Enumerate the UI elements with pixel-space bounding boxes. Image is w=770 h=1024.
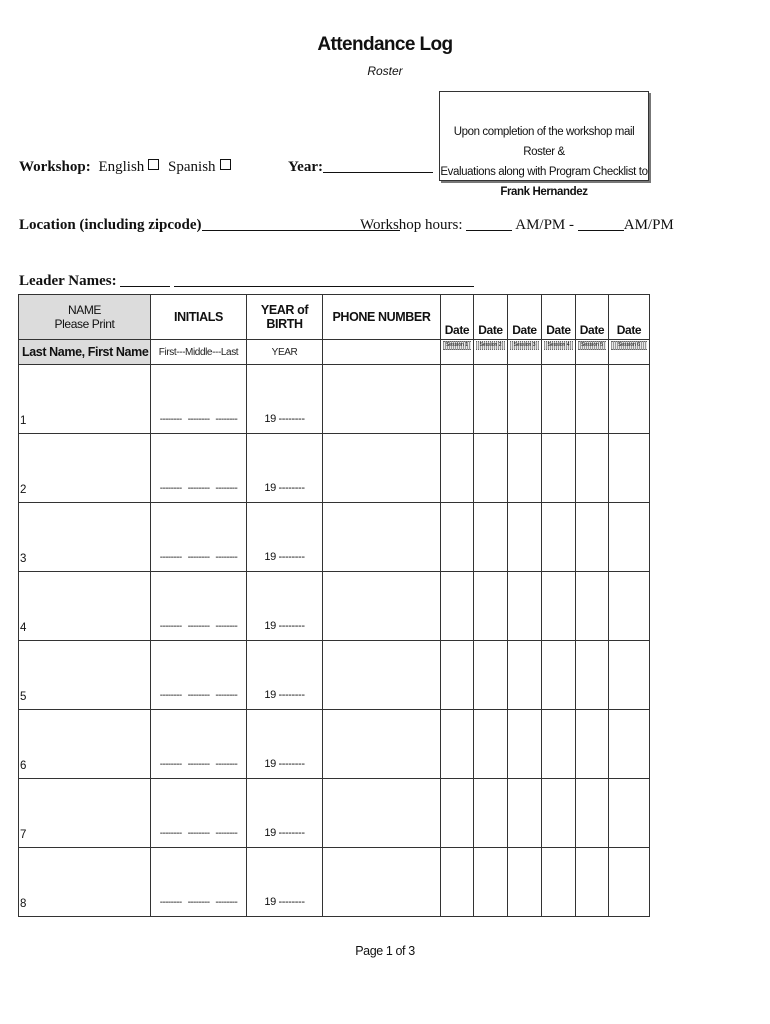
- end-hour-input-line[interactable]: [578, 217, 624, 231]
- attendance-cell-session-1[interactable]: [441, 572, 474, 641]
- year-of-birth-cell[interactable]: [247, 641, 323, 710]
- attendance-cell-session-3[interactable]: [508, 503, 542, 572]
- attendance-cell-session-5[interactable]: [576, 503, 609, 572]
- attendance-cell-session-2[interactable]: [474, 779, 508, 848]
- year-of-birth-cell[interactable]: [247, 434, 323, 503]
- phone-number-cell[interactable]: [323, 434, 441, 503]
- attendance-cell-session-4[interactable]: [542, 365, 576, 434]
- row-number: 4: [20, 622, 26, 634]
- initials-cell[interactable]: [151, 848, 247, 917]
- table-header-row: [19, 295, 650, 340]
- phone-number-cell[interactable]: [323, 503, 441, 572]
- initials-cell[interactable]: [151, 572, 247, 641]
- row-number-name-cell[interactable]: [19, 848, 151, 917]
- row-number-name-cell[interactable]: [19, 434, 151, 503]
- session-label-6: Session 6: [611, 341, 647, 350]
- row-number-name-cell[interactable]: [19, 365, 151, 434]
- row-number-name-cell[interactable]: [19, 710, 151, 779]
- attendance-cell-session-2[interactable]: [474, 641, 508, 710]
- attendance-cell-session-4[interactable]: [542, 641, 576, 710]
- session-label-1: Session 1: [443, 341, 471, 350]
- initials-cell[interactable]: [151, 365, 247, 434]
- table-subheader-row: [19, 340, 650, 365]
- year-subheader: YEAR: [247, 340, 323, 365]
- middle-initial-blank: --------: [187, 828, 210, 839]
- first-initial-blank: --------: [159, 828, 182, 839]
- last-first-name-label: Last Name, First Name: [19, 340, 151, 365]
- attendance-cell-session-4[interactable]: [542, 779, 576, 848]
- session-cell-5: [576, 340, 609, 365]
- attendance-cell-session-2[interactable]: [474, 434, 508, 503]
- attendance-cell-session-1[interactable]: [441, 434, 474, 503]
- attendance-cell-session-1[interactable]: [441, 365, 474, 434]
- attendance-cell-session-1[interactable]: [441, 503, 474, 572]
- date-header-5: Date: [576, 295, 609, 340]
- session-cell-6: [609, 340, 650, 365]
- mail-instructions-box: [439, 91, 649, 198]
- table-row: [19, 572, 650, 641]
- phone-number-cell[interactable]: [323, 710, 441, 779]
- name-header-line-1: NAME: [67, 303, 102, 317]
- initials-subheader: First---Middle---Last: [151, 340, 247, 365]
- initials-cell[interactable]: [151, 503, 247, 572]
- am-pm-start-label: AM/PM -: [515, 217, 574, 233]
- row-number-name-cell[interactable]: [19, 641, 151, 710]
- row-number: 1: [20, 415, 26, 427]
- middle-initial-blank: --------: [187, 552, 210, 563]
- attendance-cell-session-4[interactable]: [542, 848, 576, 917]
- first-initial-blank: --------: [159, 552, 182, 563]
- am-pm-end-label: AM/PM: [623, 217, 674, 233]
- attendance-cell-session-3[interactable]: [508, 434, 542, 503]
- session-cell-1: [441, 340, 474, 365]
- row-number-name-cell[interactable]: [19, 503, 151, 572]
- initials-cell[interactable]: [151, 641, 247, 710]
- leader-name-input-line-2[interactable]: [174, 273, 474, 287]
- attendance-cell-session-2[interactable]: [474, 365, 508, 434]
- attendance-cell-session-1[interactable]: [441, 779, 474, 848]
- year-of-birth-placeholder: 19 --------: [264, 827, 305, 839]
- phone-subheader: [323, 340, 441, 365]
- mail-instructions-line-1: Upon completion of the workshop mail Roster &: [453, 126, 635, 158]
- year-of-birth-cell[interactable]: [247, 572, 323, 641]
- year-of-birth-cell[interactable]: [247, 848, 323, 917]
- attendance-cell-session-2[interactable]: [474, 572, 508, 641]
- first-initial-blank: --------: [159, 483, 182, 494]
- year-of-birth-cell[interactable]: [247, 710, 323, 779]
- year-of-birth-placeholder: 19 --------: [264, 689, 305, 701]
- last-initial-blank: --------: [215, 621, 238, 632]
- initials-cell[interactable]: [151, 434, 247, 503]
- date-header-3: Date: [508, 295, 542, 340]
- attendance-cell-session-6[interactable]: [609, 710, 650, 779]
- attendance-cell-session-2[interactable]: [474, 503, 508, 572]
- attendance-cell-session-5[interactable]: [576, 365, 609, 434]
- roster-body: [19, 365, 650, 917]
- middle-initial-blank: --------: [187, 759, 210, 770]
- attendance-cell-session-5[interactable]: [576, 779, 609, 848]
- year-of-birth-placeholder: 19 --------: [264, 551, 305, 563]
- middle-initial-blank: --------: [187, 414, 210, 425]
- middle-initial-blank: --------: [187, 483, 210, 494]
- attendance-cell-session-6[interactable]: [609, 365, 650, 434]
- last-initial-blank: --------: [215, 552, 238, 563]
- name-header-line-2: Please Print: [54, 317, 115, 331]
- year-of-birth-placeholder: 19 --------: [264, 413, 305, 425]
- year-label: Year:: [288, 159, 323, 175]
- row-number: 6: [20, 760, 26, 772]
- attendance-cell-session-6[interactable]: [609, 572, 650, 641]
- row-number: 7: [20, 829, 26, 841]
- last-initial-blank: --------: [215, 483, 238, 494]
- first-initial-blank: --------: [159, 414, 182, 425]
- year-of-birth-placeholder: 19 --------: [264, 758, 305, 770]
- attendance-cell-session-1[interactable]: [441, 848, 474, 917]
- middle-initial-blank: --------: [187, 897, 210, 908]
- page-subtitle: Roster: [367, 64, 403, 78]
- attendance-cell-session-2[interactable]: [474, 848, 508, 917]
- table-row: [19, 779, 650, 848]
- attendance-cell-session-6[interactable]: [609, 503, 650, 572]
- attendance-cell-session-3[interactable]: [508, 779, 542, 848]
- year-field: [288, 159, 433, 176]
- attendance-cell-session-3[interactable]: [508, 848, 542, 917]
- initials-cell[interactable]: [151, 710, 247, 779]
- year-of-birth-cell[interactable]: [247, 365, 323, 434]
- mail-recipient-name: Frank Hernandez: [500, 186, 588, 198]
- attendance-cell-session-2[interactable]: [474, 710, 508, 779]
- middle-initial-blank: --------: [187, 621, 210, 632]
- attendance-cell-session-1[interactable]: [441, 710, 474, 779]
- attendance-cell-session-5[interactable]: [576, 848, 609, 917]
- first-initial-blank: --------: [159, 690, 182, 701]
- attendance-cell-session-5[interactable]: [576, 572, 609, 641]
- english-label: English: [98, 159, 145, 175]
- row-number-name-cell[interactable]: [19, 572, 151, 641]
- page-title: Attendance Log: [317, 34, 453, 55]
- first-initial-blank: --------: [159, 621, 182, 632]
- date-header-6: Date: [609, 295, 650, 340]
- attendance-cell-session-6[interactable]: [609, 434, 650, 503]
- year-of-birth-placeholder: 19 --------: [264, 620, 305, 632]
- attendance-cell-session-5[interactable]: [576, 641, 609, 710]
- date-header-2: Date: [474, 295, 508, 340]
- last-initial-blank: --------: [215, 897, 238, 908]
- table-row: [19, 503, 650, 572]
- session-cell-2: [474, 340, 508, 365]
- location-label: Location (including zipcode): [19, 217, 202, 233]
- session-label-5: Session 5: [578, 341, 606, 350]
- year-input-line[interactable]: [323, 159, 433, 173]
- date-header-1: Date: [441, 295, 474, 340]
- session-label-3: Session 3: [510, 341, 539, 350]
- attendance-cell-session-4[interactable]: [542, 503, 576, 572]
- attendance-cell-session-4[interactable]: [542, 710, 576, 779]
- first-initial-blank: --------: [159, 759, 182, 770]
- row-number: 3: [20, 553, 26, 565]
- mail-instructions-line-2: Evaluations along with Program Checklist to: [440, 166, 648, 178]
- row-number: 8: [20, 898, 26, 910]
- phone-number-cell[interactable]: [323, 848, 441, 917]
- workshop-hours-label: Workshop hours:: [360, 217, 463, 233]
- last-initial-blank: --------: [215, 759, 238, 770]
- attendance-cell-session-1[interactable]: [441, 641, 474, 710]
- last-initial-blank: --------: [215, 690, 238, 701]
- attendance-cell-session-6[interactable]: [609, 641, 650, 710]
- attendance-cell-session-4[interactable]: [542, 572, 576, 641]
- table-row: [19, 365, 650, 434]
- last-initial-blank: --------: [215, 828, 238, 839]
- start-hour-input-line[interactable]: [466, 217, 512, 231]
- attendance-cell-session-3[interactable]: [508, 641, 542, 710]
- year-of-birth-header: YEAR of BIRTH: [247, 295, 323, 340]
- name-header: [19, 295, 151, 340]
- leader-name-input-line-1[interactable]: [120, 273, 170, 287]
- session-label-4: Session 4: [544, 341, 573, 350]
- initials-cell[interactable]: [151, 779, 247, 848]
- attendance-cell-session-6[interactable]: [609, 779, 650, 848]
- roster-table: [18, 294, 650, 917]
- attendance-cell-session-6[interactable]: [609, 848, 650, 917]
- phone-number-header: PHONE NUMBER: [323, 295, 441, 340]
- table-row: [19, 434, 650, 503]
- year-of-birth-placeholder: 19 --------: [264, 482, 305, 494]
- attendance-cell-session-5[interactable]: [576, 434, 609, 503]
- leader-names-label: Leader Names:: [19, 273, 117, 289]
- phone-number-cell[interactable]: [323, 365, 441, 434]
- date-header-4: Date: [542, 295, 576, 340]
- english-checkbox[interactable]: [148, 159, 159, 170]
- session-label-2: Session 2: [476, 341, 505, 350]
- attendance-cell-session-5[interactable]: [576, 710, 609, 779]
- page-number: Page 1 of 3: [355, 944, 415, 958]
- workshop-label: Workshop:: [19, 159, 91, 175]
- row-number-name-cell[interactable]: [19, 779, 151, 848]
- leader-names-field: [19, 273, 474, 290]
- year-of-birth-cell[interactable]: [247, 779, 323, 848]
- row-number: 5: [20, 691, 26, 703]
- attendance-cell-session-3[interactable]: [508, 365, 542, 434]
- year-of-birth-placeholder: 19 --------: [264, 896, 305, 908]
- table-row: [19, 641, 650, 710]
- middle-initial-blank: --------: [187, 690, 210, 701]
- spanish-checkbox[interactable]: [220, 159, 231, 170]
- attendance-cell-session-3[interactable]: [508, 572, 542, 641]
- session-cell-3: [508, 340, 542, 365]
- session-cell-4: [542, 340, 576, 365]
- year-of-birth-cell[interactable]: [247, 503, 323, 572]
- phone-number-cell[interactable]: [323, 641, 441, 710]
- phone-number-cell[interactable]: [323, 779, 441, 848]
- workshop-hours-field: [360, 217, 674, 234]
- spanish-label: Spanish: [168, 159, 216, 175]
- table-row: [19, 710, 650, 779]
- initials-header: INITIALS: [151, 295, 247, 340]
- row-number: 2: [20, 484, 26, 496]
- workshop-language-field: [19, 159, 236, 176]
- attendance-cell-session-3[interactable]: [508, 710, 542, 779]
- table-row: [19, 848, 650, 917]
- last-initial-blank: --------: [215, 414, 238, 425]
- first-initial-blank: --------: [159, 897, 182, 908]
- attendance-cell-session-4[interactable]: [542, 434, 576, 503]
- phone-number-cell[interactable]: [323, 572, 441, 641]
- location-field: [19, 217, 400, 234]
